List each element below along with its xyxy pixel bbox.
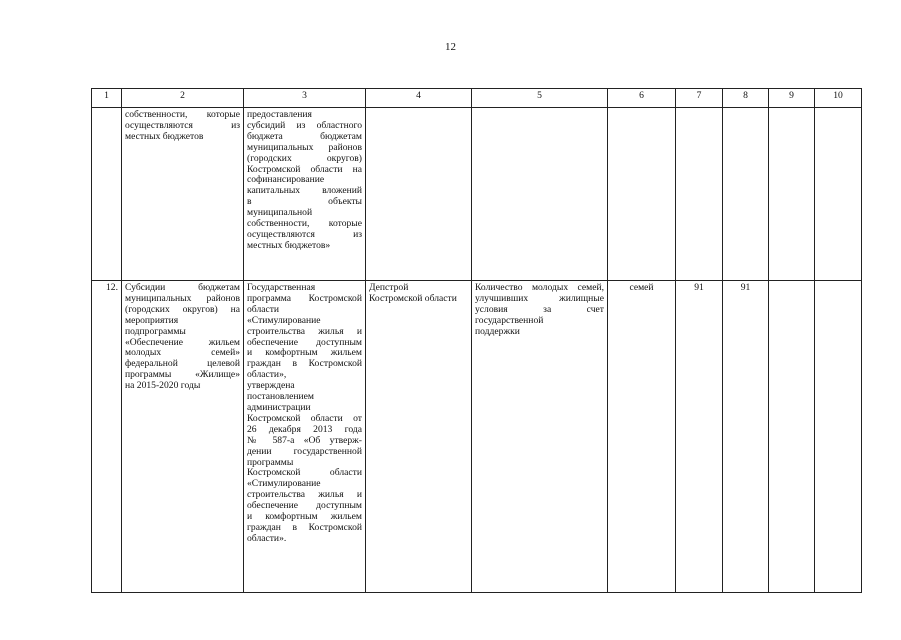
header-col-7: 7 — [676, 89, 723, 108]
cell-line: Костромской области — [247, 467, 362, 479]
header-col-1: 1 — [92, 89, 122, 108]
cell-line: граждан в Костромской — [247, 521, 362, 533]
cell-line: софинансирование — [247, 174, 325, 186]
cell-line: в объекты — [247, 196, 362, 208]
cell-line: местных бюджетов — [125, 130, 204, 142]
cell-line: строительства жилья и — [247, 489, 362, 501]
cell-line: предоставления — [247, 109, 312, 120]
cell-line: (городских округов) на — [125, 303, 240, 315]
header-col-8: 8 — [723, 89, 769, 108]
cell-col-8 — [723, 281, 769, 593]
cell-line: собственности, которые — [247, 218, 362, 230]
cell-line: Костромской области от — [247, 412, 362, 424]
cell-col-10 — [815, 281, 862, 593]
cell-col-9 — [769, 281, 815, 593]
header-col-10: 10 — [815, 89, 862, 108]
cell-event-name — [122, 281, 244, 593]
cell-line: области». — [247, 532, 287, 544]
cell-col-7 — [676, 108, 723, 281]
header-col-4: 4 — [366, 89, 472, 108]
cell-unit — [608, 108, 676, 281]
cell-line: собственности, которые — [125, 109, 240, 120]
cell-line: улучшивших жилищные — [475, 292, 604, 304]
cell-line: осуществляются из — [125, 119, 240, 131]
cell-col-8 — [723, 108, 769, 281]
cell-col-10 — [815, 108, 862, 281]
cell-line: муниципальных районов — [125, 292, 240, 304]
cell-line: 91 — [694, 282, 704, 293]
cell-line: субсидий из областного — [247, 119, 362, 131]
cell-line: поддержки — [475, 325, 520, 337]
cell-col-9 — [769, 108, 815, 281]
cell-line: «Стимулирование — [247, 478, 321, 490]
cell-line: программа Костромской — [247, 292, 362, 304]
cell-line: обеспечение доступным — [247, 336, 362, 348]
page-number: 12 — [445, 41, 456, 53]
cell-line: капитальных вложений — [247, 185, 362, 197]
cell-line: на 2015-2020 годы — [125, 380, 201, 392]
cell-basis — [244, 108, 366, 281]
cell-line: условия за счет — [475, 303, 604, 315]
cell-line: Костромской области на — [247, 163, 362, 175]
cell-line: местных бюджетов» — [247, 239, 331, 251]
table-row-12 — [92, 281, 862, 593]
table-row-continuation — [92, 108, 862, 281]
cell-line: дении государственной — [247, 445, 362, 457]
cell-unit — [608, 281, 676, 593]
cell-line: Государственная — [247, 282, 316, 293]
cell-line: и комфортным жильем — [247, 347, 362, 359]
cell-basis — [244, 281, 366, 593]
cell-line: строительства жилья и — [247, 325, 362, 337]
header-col-9: 9 — [769, 89, 815, 108]
cell-executor — [366, 108, 472, 281]
cell-line: области — [247, 303, 280, 315]
cell-line: семей — [629, 282, 654, 293]
cell-line: утверждена — [247, 380, 295, 392]
cell-line: области», — [247, 369, 287, 381]
document-table — [91, 88, 862, 593]
cell-line: молодых семей» — [125, 347, 240, 359]
cell-line: программы — [247, 456, 294, 468]
cell-number — [92, 281, 122, 593]
cell-line: администрации — [247, 401, 311, 413]
header-col-2: 2 — [122, 89, 244, 108]
cell-line: Депстрой — [369, 282, 409, 293]
cell-line: Количество молодых семей, — [475, 282, 604, 293]
cell-line: «Обеспечение жильем — [125, 336, 240, 348]
cell-line: обеспечение доступным — [247, 500, 362, 512]
cell-line: подпрограммы — [125, 325, 186, 337]
cell-indicator — [472, 281, 608, 593]
cell-line: мероприятия — [125, 314, 179, 326]
cell-line: федеральной целевой — [125, 358, 240, 370]
header-col-3: 3 — [244, 89, 366, 108]
cell-line: и комфортным жильем — [247, 511, 362, 523]
cell-number — [92, 108, 122, 281]
cell-col-7 — [676, 281, 723, 593]
cell-line: государственной — [475, 314, 544, 326]
cell-line: муниципальной — [247, 207, 313, 219]
cell-line: бюджета бюджетам — [247, 130, 362, 142]
cell-line: «Стимулирование — [247, 314, 321, 326]
cell-executor — [366, 281, 472, 593]
cell-line: постановлением — [247, 391, 314, 403]
header-col-6: 6 — [608, 89, 676, 108]
cell-indicator — [472, 108, 608, 281]
cell-line: Субсидии бюджетам — [125, 282, 240, 293]
cell-line: Костромской области — [369, 292, 457, 304]
cell-line: 12. — [106, 282, 118, 293]
header-row — [92, 89, 862, 108]
cell-line: 91 — [740, 282, 751, 293]
cell-line: муниципальных районов — [247, 141, 362, 153]
cell-line: (городских округов) — [247, 152, 362, 164]
cell-line: граждан в Костромской — [247, 358, 362, 370]
cell-line: № 587-а «Об утверж- — [247, 434, 362, 446]
cell-line: программы «Жилище» — [125, 369, 240, 381]
cell-line: осуществляются из — [247, 228, 362, 240]
cell-event-name — [122, 108, 244, 281]
header-col-5: 5 — [472, 89, 608, 108]
cell-line: 26 декабря 2013 года — [247, 423, 362, 435]
